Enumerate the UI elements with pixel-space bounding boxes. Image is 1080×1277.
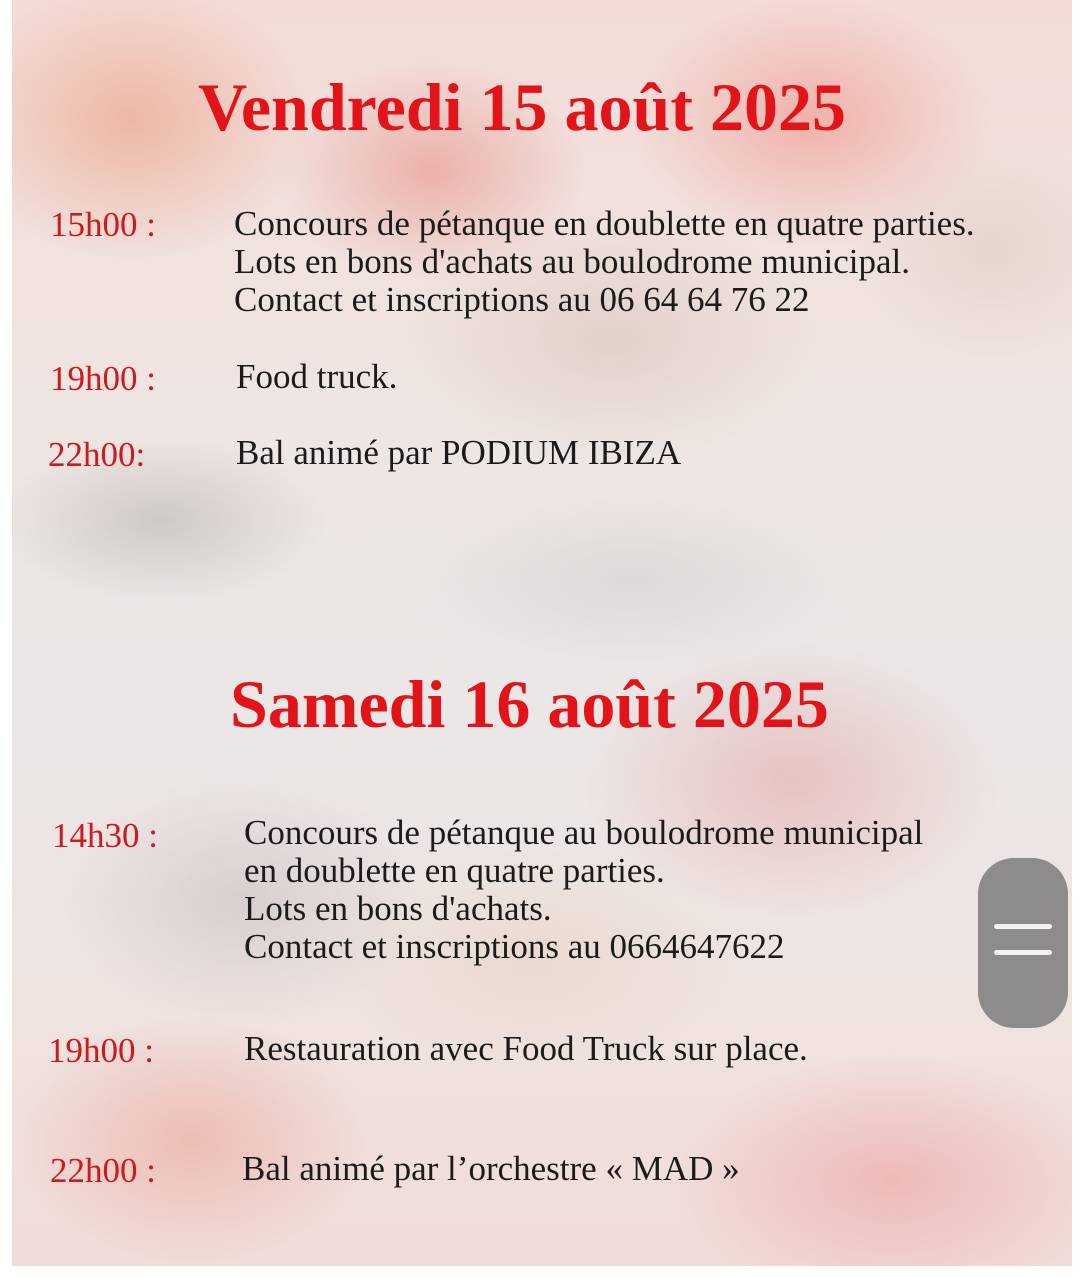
event-line: Food truck. — [236, 357, 398, 396]
day-title-saturday: Samedi 16 août 2025 — [230, 666, 829, 742]
event-description — [244, 1030, 808, 1068]
event-time: 19h00 : — [50, 359, 156, 398]
event-line: Bal animé par l’orchestre « MAD » — [242, 1149, 740, 1188]
event-description — [234, 205, 975, 319]
event-line: Concours de pétanque en doublette en quatre parties. — [234, 204, 975, 243]
event-line: Contact et inscriptions au 06 64 64 76 22 — [234, 280, 810, 319]
event-line: Lots en bons d'achats. — [244, 889, 552, 928]
event-time: 22h00: — [48, 435, 146, 474]
event-time: 22h00 : — [50, 1151, 156, 1190]
event-line: en doublette en quatre parties. — [244, 851, 665, 890]
event-line: Concours de pétanque au boulodrome municipal — [244, 813, 924, 852]
drag-handle-icon — [978, 858, 1068, 1028]
event-description — [244, 814, 923, 966]
event-description — [242, 1150, 740, 1188]
scroll-handle[interactable] — [978, 858, 1068, 1028]
event-time: 19h00 : — [48, 1031, 154, 1070]
event-time: 14h30 : — [52, 816, 158, 855]
event-description — [236, 358, 397, 396]
event-line: Restauration avec Food Truck sur place. — [244, 1029, 808, 1068]
event-line: Bal animé par PODIUM IBIZA — [236, 433, 682, 472]
day-title-friday: Vendredi 15 août 2025 — [198, 69, 846, 145]
event-line: Contact et inscriptions au 0664647622 — [244, 927, 785, 966]
flyer-page — [12, 0, 1072, 1266]
event-line: Lots en bons d'achats au boulodrome municipal. — [234, 242, 911, 281]
event-description — [236, 434, 681, 472]
event-time: 15h00 : — [50, 205, 156, 244]
